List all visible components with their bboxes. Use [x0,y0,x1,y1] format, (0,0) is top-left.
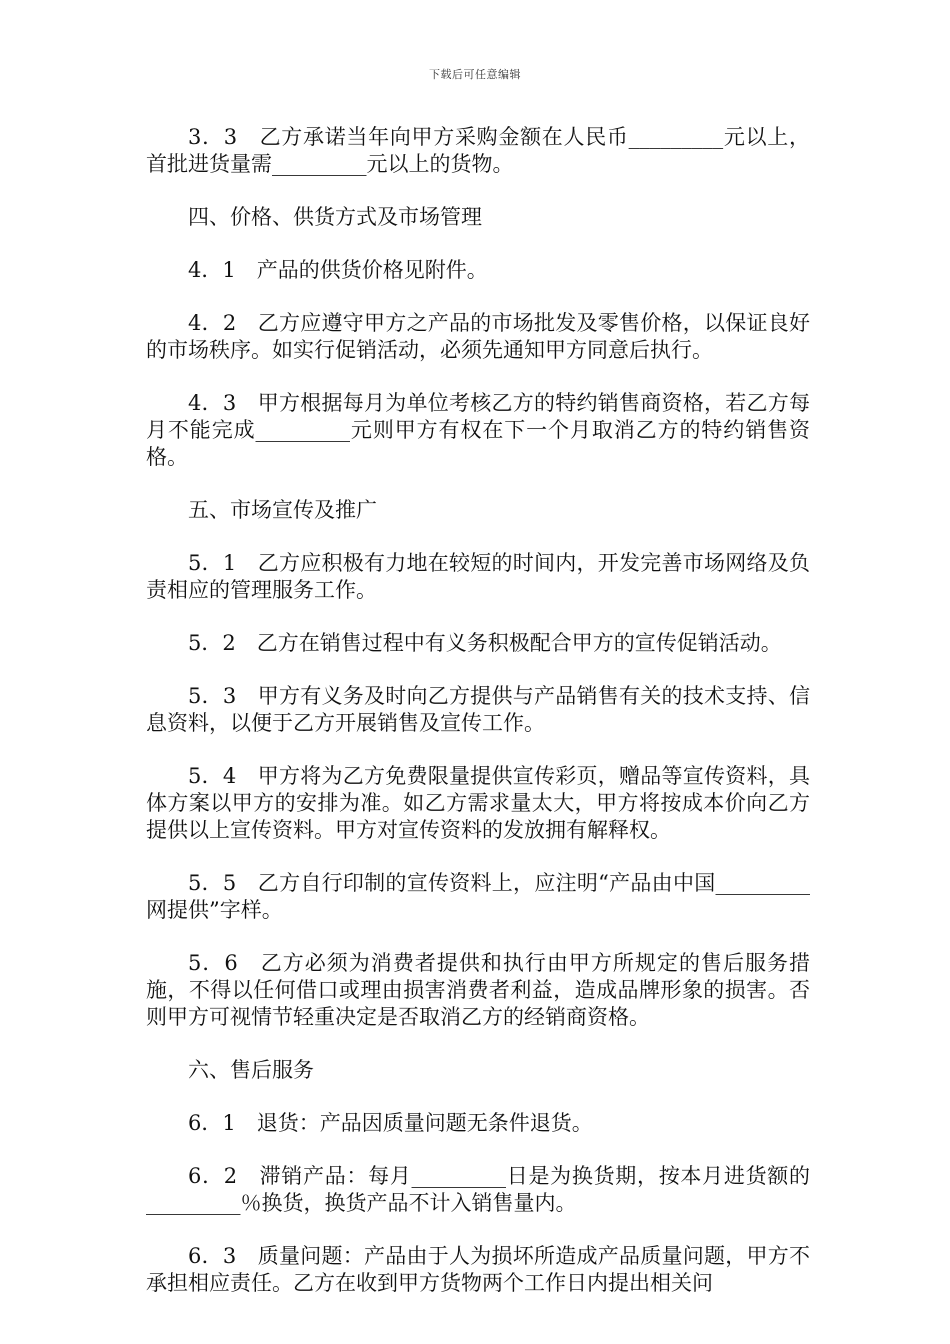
clause-4-1: 4．1 产品的供货价格见附件。 [188,258,488,282]
clause-5-1: 5．1 乙方应积极有力地在较短的时间内，开发完善市场网络及负责相应的管理服务工作。 [146,551,810,602]
clause-4-2: 4．2 乙方应遵守甲方之产品的市场批发及零售价格，以保证良好的市场秩序。如实行促销活动，必须先通知甲方同意后执行。 [146,311,810,362]
clause-5-3: 5．3 甲方有义务及时向乙方提供与产品销售有关的技术支持、信息资料，以便于乙方开展销售及宣传工作。 [146,684,810,735]
clause-5-5: 5．5 乙方自行印制的宣传资料上，应注明“产品由中国_________网提供”字样。 [146,871,810,922]
clause-6-3: 6．3 质量问题：产品由于人为损坏所造成产品质量问题，甲方不承担相应责任。乙方在收到甲方货物两个工作日内提出相关问 [146,1244,810,1295]
clause-4-3: 4．3 甲方根据每月为单位考核乙方的特约销售商资格，若乙方每月不能完成_________元则甲方有权在下一个月取消乙方的特约销售资格。 [146,391,810,469]
clause-5-4: 5．4 甲方将为乙方免费限量提供宣传彩页，赠品等宣传资料，具体方案以甲方的安排为准。如乙方需求量太大，甲方将按成本价向乙方提供以上宣传资料。甲方对宣传资料的发放拥有解释权。 [146,764,810,842]
section-heading-4: 四、价格、供货方式及市场管理 [188,205,482,229]
document-body [146,124,810,1297]
clause-6-1: 6．1 退货：产品因质量问题无条件退货。 [188,1111,593,1135]
clause-5-6: 5．6 乙方必须为消费者提供和执行由甲方所规定的售后服务措施，不得以任何借口或理由损害消费者利益，造成品牌形象的损害。否则甲方可视情节轻重决定是否取消乙方的经销商资格。 [146,951,810,1029]
page-header: 下载后可任意编辑 [429,68,521,81]
clause-3-3: 3．3 乙方承诺当年向甲方采购金额在人民币_________元以上，首批进货量需_________元以上的货物。 [146,125,810,176]
clause-5-2: 5．2 乙方在销售过程中有义务积极配合甲方的宣传促销活动。 [188,631,782,655]
section-heading-5: 五、市场宣传及推广 [188,498,377,522]
clause-6-2: 6．2 滞销产品：每月_________日是为换货期，按本月进货额的_________％换货，换货产品不计入销售量内。 [146,1164,810,1215]
section-heading-6: 六、售后服务 [188,1058,314,1082]
